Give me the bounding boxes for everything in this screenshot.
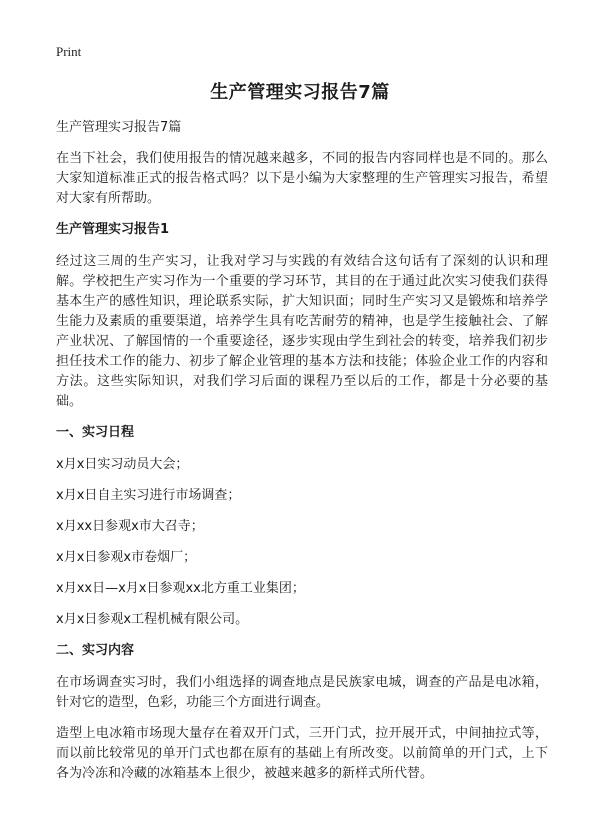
content-paragraph-2: 造型上电冰箱市场现大量存在着双开门式，三开门式，拉开展开式，中间抽拉式等，而以前比较常见的单开门式也都在原有的基础上有所改变。以前简单的开门式，上下各为冷冻和冷藏的冰箱基本上很少，被越来越多的新样式所代替。 (56, 726, 548, 781)
intro-paragraph: 在当下社会，我们使用报告的情况越来越多，不同的报告内容同样也是不同的。那么大家知道标准正式的报告格式吗？以下是小编为大家整理的生产管理实习报告，希望对大家有所帮助。 (56, 151, 548, 206)
section-1-paragraph: 经过这三周的生产实习，让我对学习与实践的有效结合这句话有了深刻的认识和理解。学校把生产实习作为一个重要的学习环节，其目的在于通过此次实习使我们获得基本生产的感性知识，理论联系实际，扩大知识面；同时生产实习又是锻炼和培养学生能力及素质的重要渠道，培养学生具有吃苦耐劳的精神，也是学生接触社会、了解产业状况、了解国情的一个重要途径，逐步实现由学生到社会的转变，培养我们初步担任技术工作的能力、初步了解企业管理的基本方法和技能；体验企业工作的内容和方法。这些实际知识，对我们学习后面的课程乃至以后的工作，都是十分必要的基础。 (56, 254, 548, 409)
schedule-item: x月x日实习动员大会； (56, 457, 189, 472)
article-subtitle: 生产管理实习报告7篇 (56, 120, 182, 135)
schedule-list (56, 455, 548, 630)
section-heading-content: 二、实习内容 (56, 643, 135, 658)
section-heading-report-1: 生产管理实习报告1 (56, 222, 170, 237)
page-title: 生产管理实习报告7篇 (210, 82, 390, 103)
schedule-item: x月x日自主实习进行市场调查； (56, 488, 241, 503)
content-paragraph-1: 在市场调查实习时，我们小组选择的调查地点是民族家电城，调查的产品是电冰箱，针对它的造型，色彩，功能三个方面进行调查。 (56, 675, 548, 710)
schedule-item: x月x日参观x工程机械有限公司。 (56, 612, 249, 627)
print-link[interactable]: Print (56, 44, 82, 59)
article-body (56, 118, 548, 795)
section-heading-schedule: 一、实习日程 (56, 425, 135, 440)
schedule-item: x月xx日参观x市大召寺； (56, 519, 204, 534)
schedule-item: x月xx日—x月x日参观xx北方重工业集团； (56, 581, 305, 596)
schedule-item: x月x日参观x市卷烟厂； (56, 550, 197, 565)
